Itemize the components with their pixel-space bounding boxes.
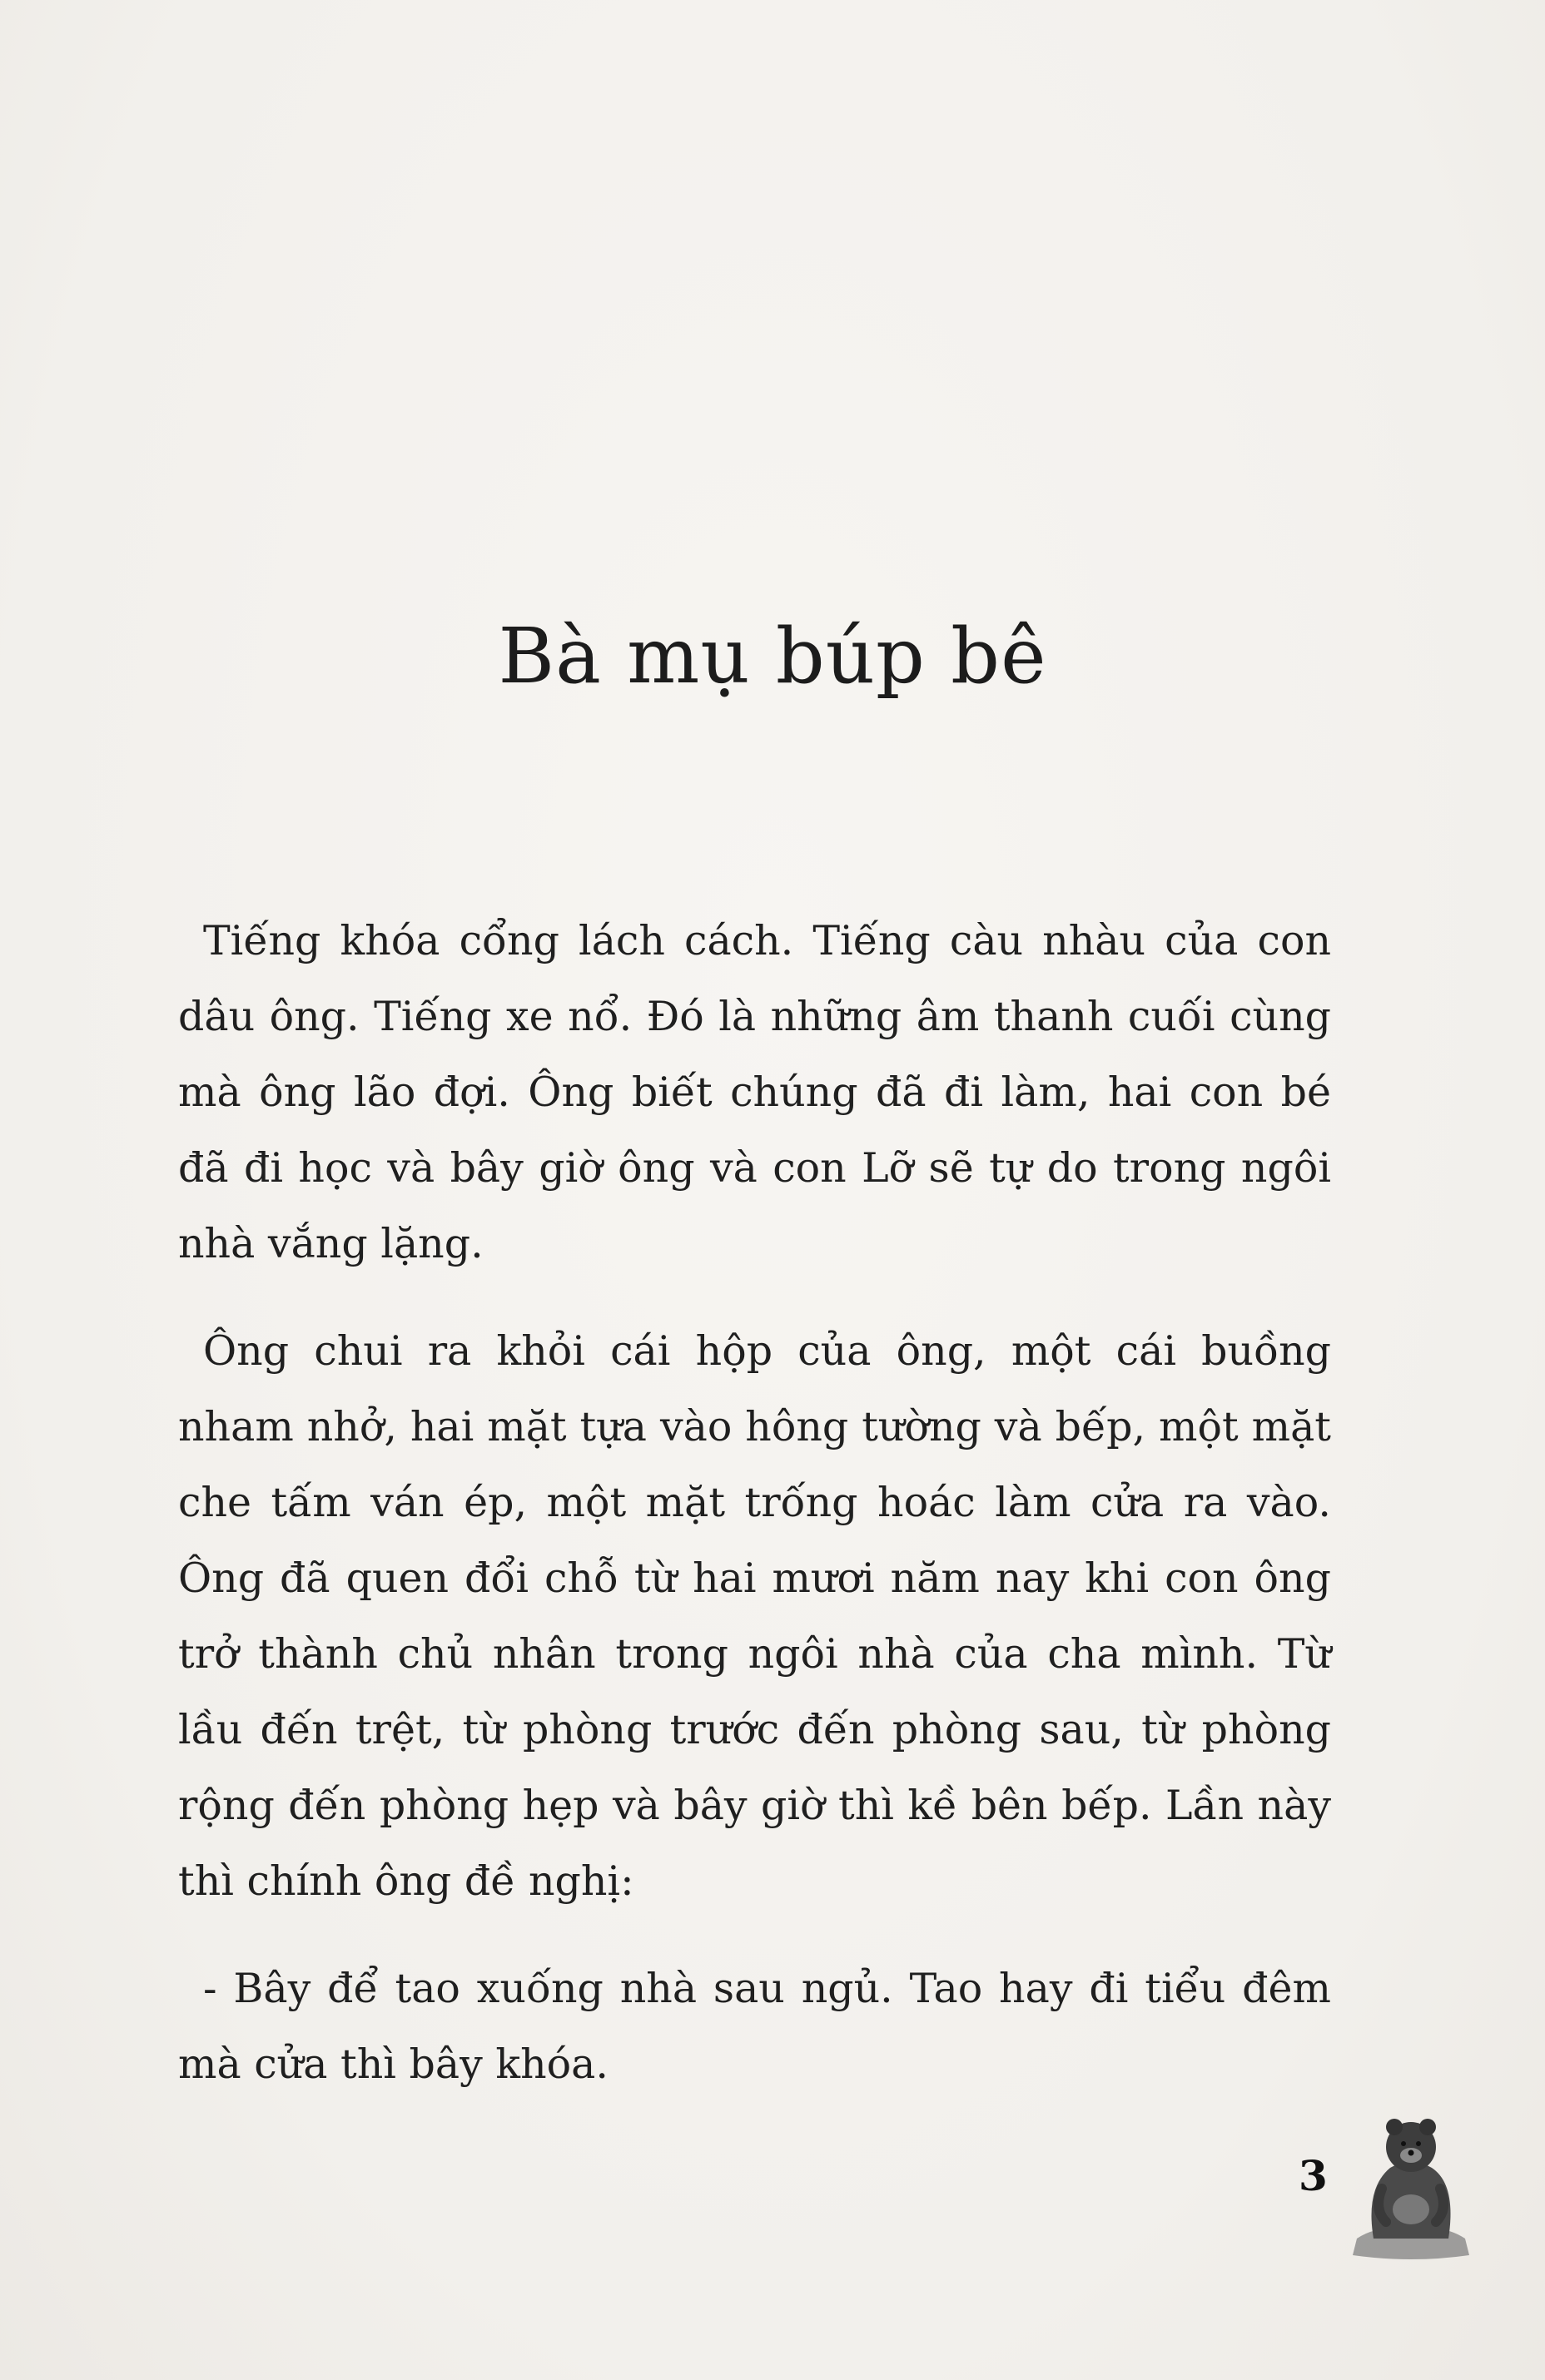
body-text (178, 903, 1331, 2102)
chapter-title: Bà mụ búp bê (498, 612, 1047, 701)
bear-illustration-icon (1349, 2097, 1473, 2263)
page-number: 3 (1299, 2151, 1328, 2200)
paragraph-1: Tiếng khóa cổng lách cách. Tiếng càu nhàu của con dâu ông. Tiếng xe nổ. Đó là những âm thanh cuối cùng mà ông lão đợi. Ông biết chúng đã đi làm, hai con bé đã đi học và bây giờ ông và con Lỡ sẽ tự do trong ngôi nhà vắng lặng. (178, 917, 1331, 1267)
paragraph-3: - Bây để tao xuống nhà sau ngủ. Tao hay đi tiểu đêm mà cửa thì bây khóa. (178, 1965, 1331, 2088)
paragraph-2: Ông chui ra khỏi cái hộp của ông, một cái buồng nham nhở, hai mặt tựa vào hông tường và bếp, một mặt che tấm ván ép, một mặt trống hoác làm cửa ra vào. Ông đã quen đổi chỗ từ hai mươi năm nay khi con ông trở thành chủ nhân trong ngôi nhà của cha mình. Từ lầu đến trệt, từ phòng trước đến phòng sau, từ phòng rộng đến phòng hẹp và bây giờ thì kề bên bếp. Lần này thì chính ông đề nghị: (178, 1327, 1331, 1905)
